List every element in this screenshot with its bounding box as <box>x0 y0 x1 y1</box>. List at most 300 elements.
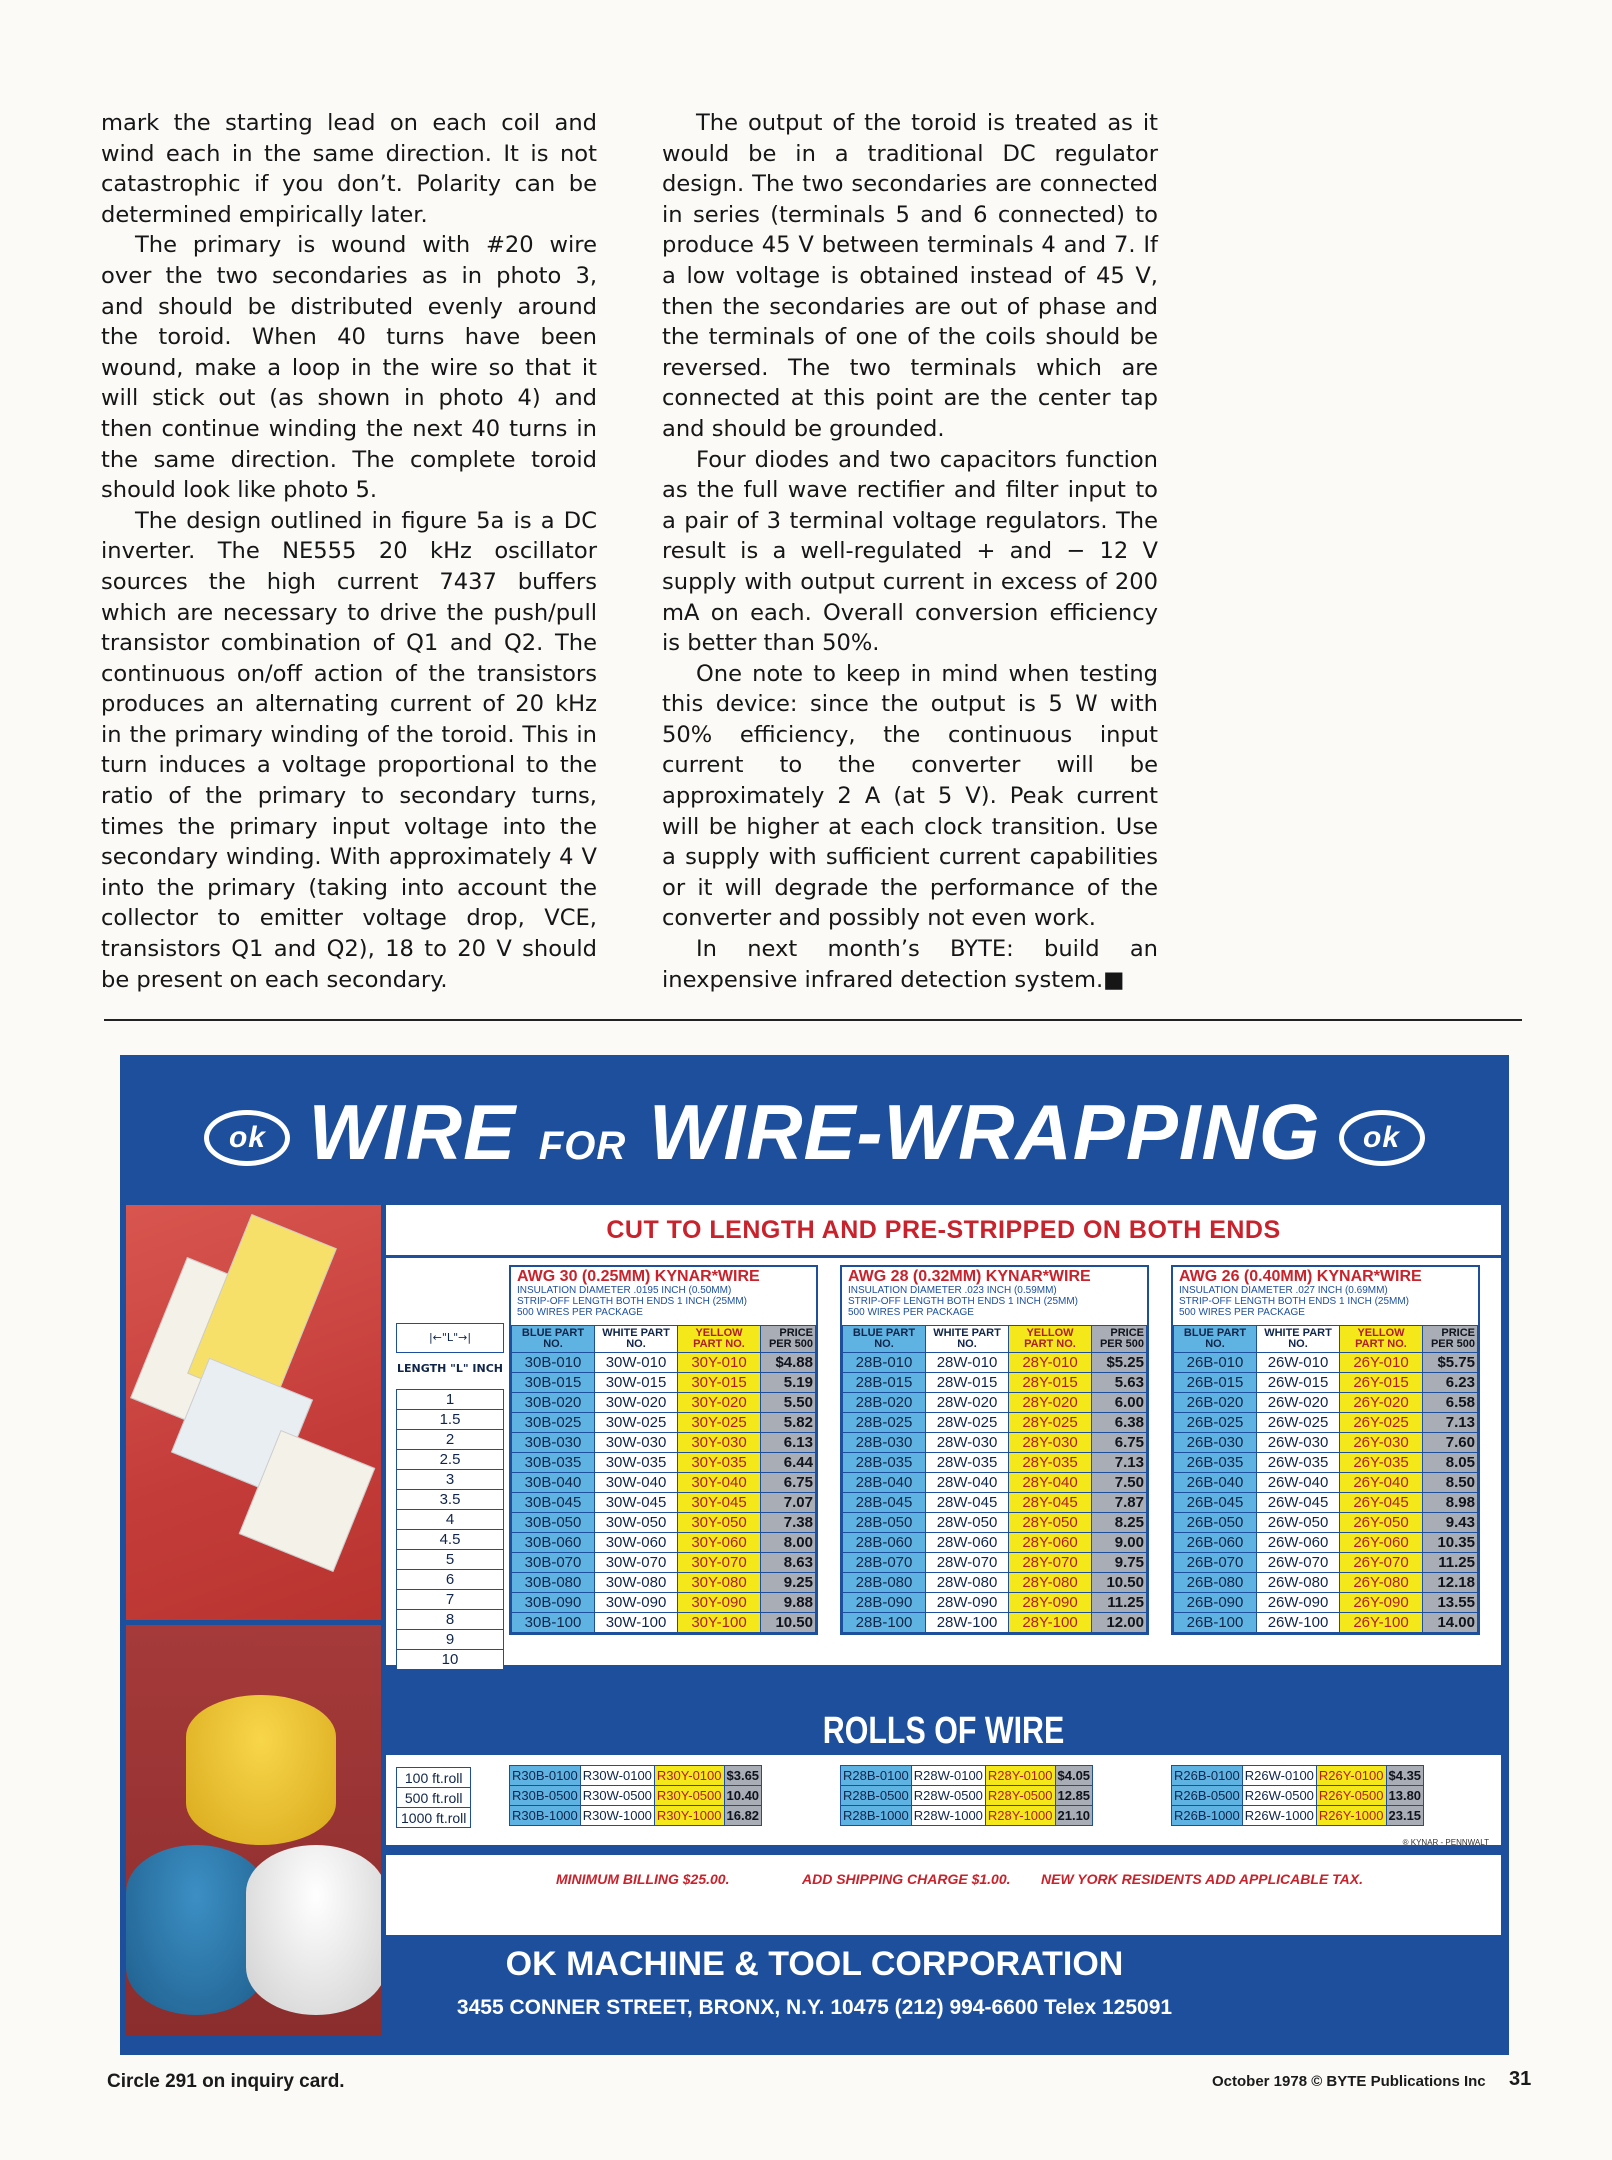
price-cell: 6.13 <box>761 1433 816 1453</box>
part-number-cell: R28Y-0500 <box>985 1786 1055 1806</box>
part-number-cell: 30W-070 <box>595 1553 678 1573</box>
price-cell: 23.15 <box>1386 1806 1424 1826</box>
price-cell: 16.82 <box>724 1806 762 1826</box>
price-cell: 8.63 <box>761 1553 816 1573</box>
part-number-cell: 26B-035 <box>1174 1453 1257 1473</box>
table-row <box>510 1786 762 1806</box>
table-row <box>843 1393 1147 1413</box>
part-number-cell: 30W-090 <box>595 1593 678 1613</box>
table-row <box>843 1513 1147 1533</box>
part-number-cell: 30Y-010 <box>678 1353 761 1373</box>
length-row <box>397 1410 504 1430</box>
part-number-cell: 26Y-100 <box>1340 1613 1423 1633</box>
part-number-cell: 30W-045 <box>595 1493 678 1513</box>
length-cell: 1 <box>397 1390 504 1410</box>
rolls-heading: ROLLS OF WIRE <box>822 1710 1065 1752</box>
table-row <box>1174 1413 1478 1433</box>
table-row <box>512 1573 816 1593</box>
part-number-cell: 30Y-060 <box>678 1533 761 1553</box>
column-header-white: WHITE PART NO. <box>926 1326 1009 1353</box>
part-number-cell: 28W-030 <box>926 1433 1009 1453</box>
part-number-cell: R28Y-1000 <box>985 1806 1055 1826</box>
group-title: AWG 30 (0.25MM) KYNAR*WIRE <box>517 1268 760 1285</box>
length-cell: 6 <box>397 1570 504 1590</box>
part-number-cell: R30W-1000 <box>580 1806 654 1826</box>
price-cell: 7.13 <box>1423 1413 1478 1433</box>
table-row <box>1172 1766 1424 1786</box>
rolls-awg28 <box>840 1765 1093 1826</box>
price-cell: 5.50 <box>761 1393 816 1413</box>
part-number-cell: 30W-025 <box>595 1413 678 1433</box>
group-title: AWG 28 (0.32MM) KYNAR*WIRE <box>848 1268 1091 1285</box>
price-cell: $4.88 <box>761 1353 816 1373</box>
part-number-cell: 28B-040 <box>843 1473 926 1493</box>
column-header-blue: BLUE PART NO. <box>843 1326 926 1353</box>
part-number-cell: R26B-1000 <box>1172 1806 1243 1826</box>
part-number-cell: 28B-070 <box>843 1553 926 1573</box>
table-row <box>512 1473 816 1493</box>
part-number-cell: R30B-1000 <box>510 1806 581 1826</box>
part-number-cell: 28Y-045 <box>1009 1493 1092 1513</box>
column-header-yellow: YELLOW PART NO. <box>678 1326 761 1353</box>
part-number-cell: R30B-0500 <box>510 1786 581 1806</box>
part-number-cell: 30Y-030 <box>678 1433 761 1453</box>
part-number-cell: R28W-0500 <box>911 1786 985 1806</box>
part-number-cell: 28W-045 <box>926 1493 1009 1513</box>
part-number-cell: R30Y-1000 <box>654 1806 724 1826</box>
price-cell: 12.00 <box>1092 1613 1147 1633</box>
part-number-cell: 30Y-045 <box>678 1493 761 1513</box>
part-number-cell: 26Y-015 <box>1340 1373 1423 1393</box>
length-cell: 3 <box>397 1470 504 1490</box>
part-number-cell: 30W-020 <box>595 1393 678 1413</box>
part-number-cell: 26W-100 <box>1257 1613 1340 1633</box>
part-number-cell: 30Y-020 <box>678 1393 761 1413</box>
part-number-cell: 26W-030 <box>1257 1433 1340 1453</box>
group-sub1: INSULATION DIAMETER .0195 INCH (0.50MM) <box>517 1285 732 1296</box>
group-header <box>1173 1267 1478 1325</box>
column-header-price: PRICE PER 500 <box>1092 1326 1147 1353</box>
paragraph: In next month’s BYTE: build an inexpensive infrared detection system.■ <box>662 936 1158 993</box>
length-cell: 3.5 <box>397 1490 504 1510</box>
part-number-cell: 28B-010 <box>843 1353 926 1373</box>
part-number-cell: 30B-030 <box>512 1433 595 1453</box>
length-row <box>397 1570 504 1590</box>
rolls-table <box>509 1765 762 1826</box>
part-number-cell: 28W-035 <box>926 1453 1009 1473</box>
part-number-cell: 28Y-040 <box>1009 1473 1092 1493</box>
table-row <box>1174 1613 1478 1633</box>
part-number-cell: 28W-015 <box>926 1373 1009 1393</box>
price-cell: 10.35 <box>1423 1533 1478 1553</box>
part-number-cell: 28W-020 <box>926 1393 1009 1413</box>
length-row <box>397 1550 504 1570</box>
price-cell: 7.60 <box>1423 1433 1478 1453</box>
ok-logo-icon: ok <box>1339 1110 1425 1166</box>
price-cell: 10.40 <box>724 1786 762 1806</box>
part-number-cell: 30W-035 <box>595 1453 678 1473</box>
table-row <box>512 1593 816 1613</box>
part-number-cell: 28B-080 <box>843 1573 926 1593</box>
rolls-awg26 <box>1171 1765 1424 1826</box>
roll-label-row <box>397 1808 471 1828</box>
group-sub2: STRIP-OFF LENGTH BOTH ENDS 1 INCH (25MM) <box>1179 1296 1410 1307</box>
part-number-cell: 30B-050 <box>512 1513 595 1533</box>
price-cell: 11.25 <box>1423 1553 1478 1573</box>
price-cell: 8.50 <box>1423 1473 1478 1493</box>
column-header-yellow: YELLOW PART NO. <box>1009 1326 1092 1353</box>
tax-note: NEW YORK RESIDENTS ADD APPLICABLE TAX. <box>1041 1871 1364 1887</box>
part-number-cell: 26B-015 <box>1174 1373 1257 1393</box>
part-number-cell: 30Y-015 <box>678 1373 761 1393</box>
part-number-cell: 30B-080 <box>512 1573 595 1593</box>
title-for: FOR <box>538 1124 627 1168</box>
shipping-charge: ADD SHIPPING CHARGE $1.00. <box>802 1871 1011 1887</box>
table-row <box>1174 1513 1478 1533</box>
table-row <box>843 1533 1147 1553</box>
price-cell: 12.85 <box>1055 1786 1093 1806</box>
part-number-cell: 26B-025 <box>1174 1413 1257 1433</box>
part-number-cell: 26W-025 <box>1257 1413 1340 1433</box>
part-number-cell: R28B-0100 <box>841 1766 912 1786</box>
part-number-cell: 30W-030 <box>595 1433 678 1453</box>
part-number-cell: 30Y-080 <box>678 1573 761 1593</box>
length-row <box>397 1470 504 1490</box>
length-row <box>397 1650 504 1670</box>
minimum-billing: MINIMUM BILLING $25.00. <box>556 1871 730 1887</box>
table-row <box>512 1393 816 1413</box>
price-cell: 6.75 <box>761 1473 816 1493</box>
length-column <box>396 1323 504 1670</box>
part-number-cell: 26Y-045 <box>1340 1493 1423 1513</box>
price-cell: 5.63 <box>1092 1373 1147 1393</box>
ok-logo-icon: ok <box>204 1110 290 1166</box>
length-header: LENGTH "L" INCH <box>397 1362 503 1375</box>
price-cell: 12.18 <box>1423 1573 1478 1593</box>
table-row <box>512 1413 816 1433</box>
rolls-awg30 <box>509 1765 762 1826</box>
part-number-cell: 26W-090 <box>1257 1593 1340 1613</box>
length-cell: 1.5 <box>397 1410 504 1430</box>
part-number-cell: 28Y-010 <box>1009 1353 1092 1373</box>
group-sub2: STRIP-OFF LENGTH BOTH ENDS 1 INCH (25MM) <box>848 1296 1079 1307</box>
paragraph: Four diodes and two capacitors function as the full wave rectifier and filter input to a pair of 3 terminal voltage regulators. The result is a well-regulated + and − 12 V supply with output current in excess of 200 mA on each. Overall conversion efficiency is better than 50%. <box>662 446 1158 657</box>
part-number-cell: 30Y-090 <box>678 1593 761 1613</box>
awg30-group <box>509 1265 818 1635</box>
price-cell: 13.80 <box>1386 1786 1424 1806</box>
price-cell: 8.25 <box>1092 1513 1147 1533</box>
group-sub3: 500 WIRES PER PACKAGE <box>848 1307 974 1318</box>
price-cell: 11.25 <box>1092 1593 1147 1613</box>
part-number-cell: 26B-100 <box>1174 1613 1257 1633</box>
footer-inquiry: Circle 291 on inquiry card. <box>107 2071 345 2092</box>
part-number-cell: 30B-090 <box>512 1593 595 1613</box>
price-cell: 8.05 <box>1423 1453 1478 1473</box>
table-row <box>843 1453 1147 1473</box>
part-number-cell: R28W-0100 <box>911 1766 985 1786</box>
part-number-cell: 28B-035 <box>843 1453 926 1473</box>
length-row <box>397 1590 504 1610</box>
part-number-cell: 30B-020 <box>512 1393 595 1413</box>
roll-label-row <box>397 1788 471 1808</box>
table-row <box>1174 1373 1478 1393</box>
part-number-cell: 30Y-040 <box>678 1473 761 1493</box>
table-row <box>512 1433 816 1453</box>
price-cell: 7.87 <box>1092 1493 1147 1513</box>
price-cell: 10.50 <box>1092 1573 1147 1593</box>
part-number-cell: 28Y-020 <box>1009 1393 1092 1413</box>
table-row <box>1174 1433 1478 1453</box>
table-row <box>841 1806 1093 1826</box>
part-number-cell: 26B-040 <box>1174 1473 1257 1493</box>
part-number-cell: R28B-1000 <box>841 1806 912 1826</box>
column-header-price: PRICE PER 500 <box>761 1326 816 1353</box>
part-number-cell: 26W-035 <box>1257 1453 1340 1473</box>
product-photo-packages <box>126 1205 381 1620</box>
price-cell: 9.00 <box>1092 1533 1147 1553</box>
part-number-cell: 30B-025 <box>512 1413 595 1433</box>
part-number-cell: 26Y-035 <box>1340 1453 1423 1473</box>
part-number-cell: 26W-040 <box>1257 1473 1340 1493</box>
length-cell: 5 <box>397 1550 504 1570</box>
paragraph: mark the starting lead on each coil and wind each in the same direction. It is not catastrophic if you don’t. Polarity can be determined empirically later. <box>101 110 597 228</box>
length-cell: 10 <box>397 1650 504 1670</box>
price-cell: 6.58 <box>1423 1393 1478 1413</box>
part-number-cell: 26B-070 <box>1174 1553 1257 1573</box>
price-cell: 7.38 <box>761 1513 816 1533</box>
column-header-yellow: YELLOW PART NO. <box>1340 1326 1423 1353</box>
part-number-cell: 28W-040 <box>926 1473 1009 1493</box>
column-header-white: WHITE PART NO. <box>595 1326 678 1353</box>
part-number-cell: 28Y-070 <box>1009 1553 1092 1573</box>
table-row <box>843 1493 1147 1513</box>
roll-size-labels <box>396 1767 471 1828</box>
part-number-cell: 28B-025 <box>843 1413 926 1433</box>
part-number-cell: 30Y-100 <box>678 1613 761 1633</box>
part-number-cell: 26W-080 <box>1257 1573 1340 1593</box>
table-row <box>843 1433 1147 1453</box>
table-row <box>1172 1806 1424 1826</box>
part-number-cell: 26Y-050 <box>1340 1513 1423 1533</box>
group-sub1: INSULATION DIAMETER .023 INCH (0.59MM) <box>848 1285 1057 1296</box>
advertisement <box>120 1055 1509 2055</box>
part-number-cell: 26W-045 <box>1257 1493 1340 1513</box>
length-cell: 2.5 <box>397 1450 504 1470</box>
group-header <box>842 1267 1147 1325</box>
l-marker-text: "L" <box>441 1331 459 1344</box>
price-cell: 5.19 <box>761 1373 816 1393</box>
part-number-cell: 28B-030 <box>843 1433 926 1453</box>
length-row <box>397 1430 504 1450</box>
awg26-group <box>1171 1265 1480 1635</box>
part-number-cell: R26B-0500 <box>1172 1786 1243 1806</box>
group-sub3: 500 WIRES PER PACKAGE <box>517 1307 643 1318</box>
column-header-white: WHITE PART NO. <box>1257 1326 1340 1353</box>
part-number-cell: 26B-020 <box>1174 1393 1257 1413</box>
price-cell: 6.23 <box>1423 1373 1478 1393</box>
column-header-price: PRICE PER 500 <box>1423 1326 1478 1353</box>
part-number-cell: R30Y-0500 <box>654 1786 724 1806</box>
price-cell: 7.07 <box>761 1493 816 1513</box>
section-divider <box>104 1019 1522 1021</box>
part-number-cell: 28Y-015 <box>1009 1373 1092 1393</box>
part-number-cell: R26W-0100 <box>1242 1766 1316 1786</box>
part-number-cell: 28W-060 <box>926 1533 1009 1553</box>
price-cell: $3.65 <box>724 1766 762 1786</box>
part-number-cell: 30Y-025 <box>678 1413 761 1433</box>
part-number-cell: R28B-0500 <box>841 1786 912 1806</box>
length-cell: 7 <box>397 1590 504 1610</box>
price-cell: 9.25 <box>761 1573 816 1593</box>
price-cell: 6.44 <box>761 1453 816 1473</box>
ad-title <box>120 1087 1509 1178</box>
table-row <box>512 1533 816 1553</box>
part-number-cell: 26Y-025 <box>1340 1413 1423 1433</box>
part-number-cell: R26Y-1000 <box>1316 1806 1386 1826</box>
table-row <box>843 1573 1147 1593</box>
column-header-blue: BLUE PART NO. <box>1174 1326 1257 1353</box>
kynar-trademark-note: ® KYNAR - PENNWALT <box>1402 1838 1489 1847</box>
part-number-cell: 30B-070 <box>512 1553 595 1573</box>
part-number-cell: 28B-020 <box>843 1393 926 1413</box>
part-number-cell: 26W-070 <box>1257 1553 1340 1573</box>
part-number-cell: 26Y-090 <box>1340 1593 1423 1613</box>
part-number-cell: 28W-080 <box>926 1573 1009 1593</box>
part-number-cell: 28Y-080 <box>1009 1573 1092 1593</box>
part-number-cell: 30B-035 <box>512 1453 595 1473</box>
part-number-cell: 26Y-040 <box>1340 1473 1423 1493</box>
part-number-cell: 30B-010 <box>512 1353 595 1373</box>
length-row <box>397 1610 504 1630</box>
roll-size-label: 100 ft.roll <box>397 1768 471 1788</box>
part-number-cell: 26B-060 <box>1174 1533 1257 1553</box>
rolls-table <box>840 1765 1093 1826</box>
table-row <box>512 1613 816 1633</box>
roll-label-row <box>397 1768 471 1788</box>
part-number-cell: 28Y-030 <box>1009 1433 1092 1453</box>
group-sub1: INSULATION DIAMETER .027 INCH (0.69MM) <box>1179 1285 1388 1296</box>
part-number-cell: 26B-045 <box>1174 1493 1257 1513</box>
length-row <box>397 1530 504 1550</box>
part-number-cell: 30Y-070 <box>678 1553 761 1573</box>
roll-size-label: 1000 ft.roll <box>397 1808 471 1828</box>
length-cell: 9 <box>397 1630 504 1650</box>
table-row <box>1174 1573 1478 1593</box>
table-row <box>843 1553 1147 1573</box>
table-row <box>1174 1533 1478 1553</box>
part-number-cell: 28W-100 <box>926 1613 1009 1633</box>
paragraph: The design outlined in figure 5a is a DC inverter. The NE555 20 kHz oscillator sources the high current 7437 buffers which are necessary to drive the push/pull transistor combination of Q1 and Q2. The continuous on/off action of the transistors produces an alternating current of 20 kHz in the primary winding of the toroid. This in turn induces a voltage proportional to the ratio of the primary to secondary turns, times the primary input voltage into the secondary winding. With approximately 4 V into the primary (taking into account the collector to emitter voltage drop, VCE, transistors Q1 and Q2), 18 to 20 V should be present on each secondary. <box>101 507 597 993</box>
part-number-cell: 30B-040 <box>512 1473 595 1493</box>
table-row <box>512 1373 816 1393</box>
price-cell: $5.75 <box>1423 1353 1478 1373</box>
part-number-cell: 30Y-050 <box>678 1513 761 1533</box>
column-header-blue: BLUE PART NO. <box>512 1326 595 1353</box>
price-cell: 10.50 <box>761 1613 816 1633</box>
part-number-cell: 28Y-035 <box>1009 1453 1092 1473</box>
price-cell: 14.00 <box>1423 1613 1478 1633</box>
part-number-cell: 26Y-010 <box>1340 1353 1423 1373</box>
price-table <box>511 1325 816 1633</box>
table-row <box>1174 1453 1478 1473</box>
length-row <box>397 1450 504 1470</box>
part-number-cell: 28W-070 <box>926 1553 1009 1573</box>
part-number-cell: 26W-015 <box>1257 1373 1340 1393</box>
part-number-cell: 30W-040 <box>595 1473 678 1493</box>
part-number-cell: 30W-100 <box>595 1613 678 1633</box>
part-number-cell: 30B-060 <box>512 1533 595 1553</box>
part-number-cell: 30Y-035 <box>678 1453 761 1473</box>
length-row <box>397 1490 504 1510</box>
price-cell: $4.35 <box>1386 1766 1424 1786</box>
price-table <box>842 1325 1147 1633</box>
table-row <box>512 1493 816 1513</box>
part-number-cell: 26B-030 <box>1174 1433 1257 1453</box>
part-number-cell: 28W-050 <box>926 1513 1009 1533</box>
length-cell: 4.5 <box>397 1530 504 1550</box>
part-number-cell: 28B-050 <box>843 1513 926 1533</box>
length-cell: 2 <box>397 1430 504 1450</box>
part-number-cell: R28Y-0100 <box>985 1766 1055 1786</box>
part-number-cell: 28Y-060 <box>1009 1533 1092 1553</box>
part-number-cell: R26W-1000 <box>1242 1806 1316 1826</box>
price-cell: 21.10 <box>1055 1806 1093 1826</box>
part-number-cell: 28W-025 <box>926 1413 1009 1433</box>
part-number-cell: R30W-0500 <box>580 1786 654 1806</box>
part-number-cell: 28B-060 <box>843 1533 926 1553</box>
part-number-cell: 30W-050 <box>595 1513 678 1533</box>
part-number-cell: 26B-010 <box>1174 1353 1257 1373</box>
part-number-cell: 30B-100 <box>512 1613 595 1633</box>
company-address: 3455 CONNER STREET, BRONX, N.Y. 10475 (212) 994-6600 Telex 125091 <box>456 1996 1173 2019</box>
part-number-cell: 26W-010 <box>1257 1353 1340 1373</box>
paragraph: The output of the toroid is treated as it would be in a traditional DC regulator design. The two secondaries are connected in series (terminals 5 and 6 connected) to produce 45 V between terminals 4 and 7. If a low voltage is obtained instead of 45 V, then the secondaries are out of phase and the terminals of one of the coils should be reversed. The two terminals which are connected at this point are the center tap and should be grounded. <box>662 110 1158 442</box>
paragraph: One note to keep in mind when testing this device: since the output is 5 W with 50% efficiency, the continuous input current to the converter will be approximately 2 A (at 5 V). Peak current will be higher at each clock transition. Use a supply with sufficient current capabilities or it will degrade the performance of the converter and possibly not even work. <box>662 660 1158 932</box>
length-cell: 8 <box>397 1610 504 1630</box>
length-cell: 4 <box>397 1510 504 1530</box>
cut-to-length-heading: CUT TO LENGTH AND PRE-STRIPPED ON BOTH ENDS <box>386 1205 1501 1258</box>
table-row <box>1174 1473 1478 1493</box>
part-number-cell: R26B-0100 <box>1172 1766 1243 1786</box>
table-row <box>843 1413 1147 1433</box>
table-row <box>1174 1593 1478 1613</box>
table-row <box>512 1453 816 1473</box>
table-row <box>512 1353 816 1373</box>
price-cell: 6.75 <box>1092 1433 1147 1453</box>
group-header <box>511 1267 816 1325</box>
part-number-cell: 28Y-090 <box>1009 1593 1092 1613</box>
price-cell: 13.55 <box>1423 1593 1478 1613</box>
length-row <box>397 1390 504 1410</box>
part-number-cell: R30B-0100 <box>510 1766 581 1786</box>
price-table <box>1173 1325 1478 1633</box>
part-number-cell: 30W-060 <box>595 1533 678 1553</box>
yellow-spool-image <box>186 1695 336 1845</box>
part-number-cell: 30W-015 <box>595 1373 678 1393</box>
price-cell: 9.75 <box>1092 1553 1147 1573</box>
table-row <box>1174 1493 1478 1513</box>
article-column-right <box>662 108 1158 995</box>
price-cell: $4.05 <box>1055 1766 1093 1786</box>
price-cell: 8.00 <box>761 1533 816 1553</box>
part-number-cell: 28B-090 <box>843 1593 926 1613</box>
part-number-cell: 26W-020 <box>1257 1393 1340 1413</box>
page-number: 31 <box>1509 2068 1532 2090</box>
group-title: AWG 26 (0.40MM) KYNAR*WIRE <box>1179 1268 1422 1285</box>
company-block <box>120 1945 1509 2020</box>
part-number-cell: 28W-010 <box>926 1353 1009 1373</box>
table-row <box>841 1766 1093 1786</box>
